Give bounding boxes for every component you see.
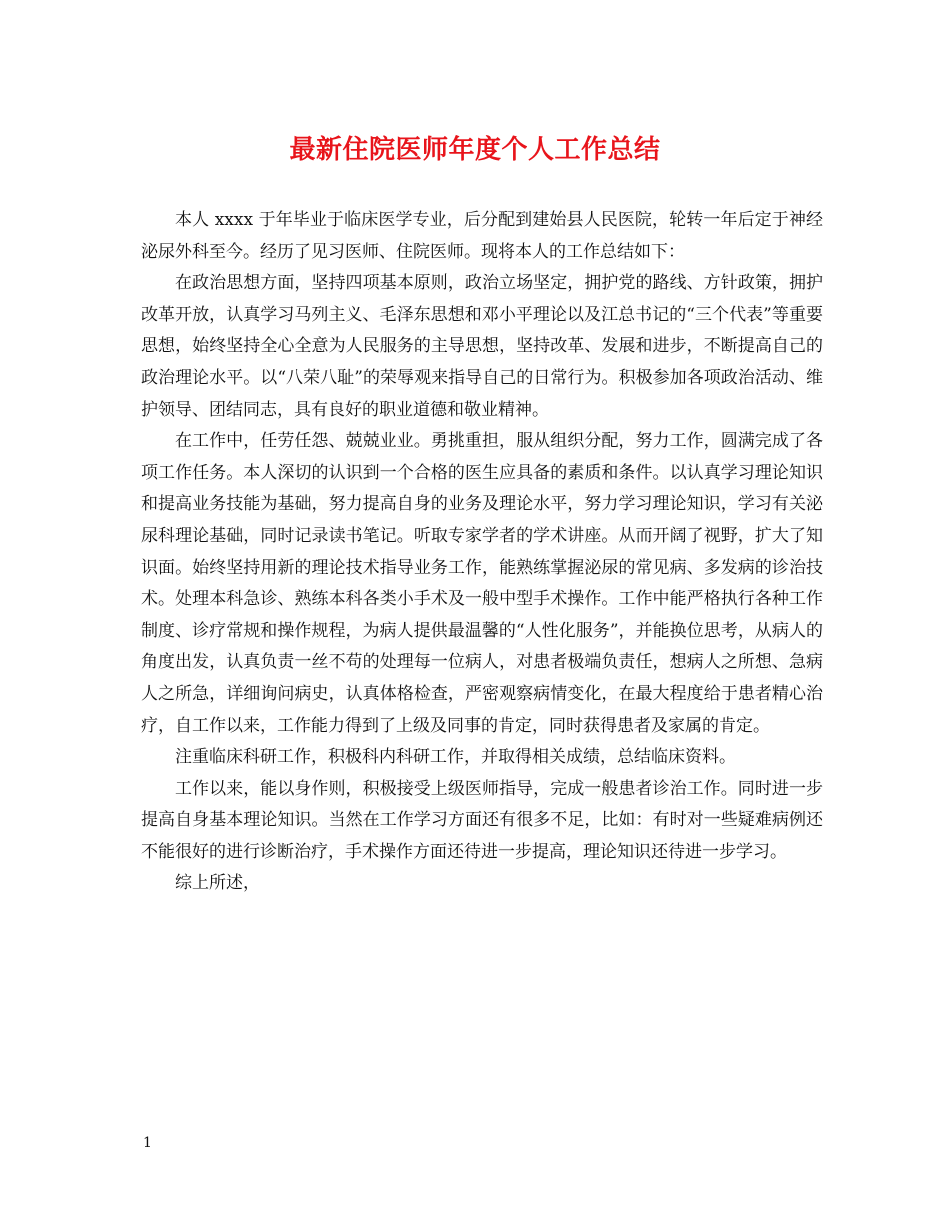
page-number: 1 — [143, 1135, 152, 1151]
paragraph-work: 在工作中，任劳任怨、兢兢业业。勇挑重担，服从组织分配，努力工作，圆满完成了各项工作任务。本人深切的认识到一个合格的医生应具备的素质和条件。以认真学习理论知识和提高业务技能为基础，努力提高自身的业务及理论水平，努力学习理论知识，学习有关泌尿科理论基础，同时记录读书笔记。听取专家学者的学术讲座。从而开阔了视野，扩大了知识面。始终坚持用新的理论技术指导业务工作，能熟练掌握泌尿的常见病、多发病的诊治技术。处理本科急诊、熟练本科各类小手术及一般中型手术操作。工作中能严格执行各种工作制度、诊疗常规和操作规程，为病人提供最温馨的“人性化服务”，并能换位思考，从病人的角度出发，认真负责一丝不苟的处理每一位病人，对患者极端负责任，想病人之所想、急病人之所急，详细询问病史，认真体格检查，严密观察病情变化，在最大程度给于患者精心治疗，自工作以来，工作能力得到了上级及同事的肯定，同时获得患者及家属的肯定。 — [141, 431, 823, 736]
paragraph-shortcomings: 工作以来，能以身作则，积极接受上级医师指导，完成一般患者诊治工作。同时进一步提高自身基本理论知识。当然在工作学习方面还有很多不足，比如：有时对一些疑难病例还不能很好的进行诊断治疗，手术操作方面还待进一步提高，理论知识还待进一步学习。 — [141, 778, 823, 862]
paragraph-conclusion: 综上所述， — [175, 873, 260, 894]
paragraph-intro: 本人 xxxx 于年毕业于临床医学专业，后分配到建始县人民医院，轮转一年后定于神经泌尿外科至今。经历了见习医师、住院医师。现将本人的工作总结如下： — [141, 210, 823, 262]
paragraph-political: 在政治思想方面，坚持四项基本原则，政治立场坚定，拥护党的路线、方针政策，拥护改革开放，认真学习马列主义、毛泽东思想和邓小平理论以及江总书记的“三个代表”等重要思想，始终坚持全心全意为人民服务的主导思想，坚持改革、发展和进步，不断提高自己的政治理论水平。以“八荣八耻”的荣辱观来指导自己的日常行为。积极参加各项政治活动、维护领导、团结同志，具有良好的职业道德和敬业精神。 — [141, 273, 823, 420]
document-body — [141, 205, 823, 900]
document-title: 最新住院医师年度个人工作总结 — [289, 135, 661, 165]
paragraph-research: 注重临床科研工作，积极科内科研工作，并取得相关成绩，总结临床资料。 — [175, 747, 736, 768]
